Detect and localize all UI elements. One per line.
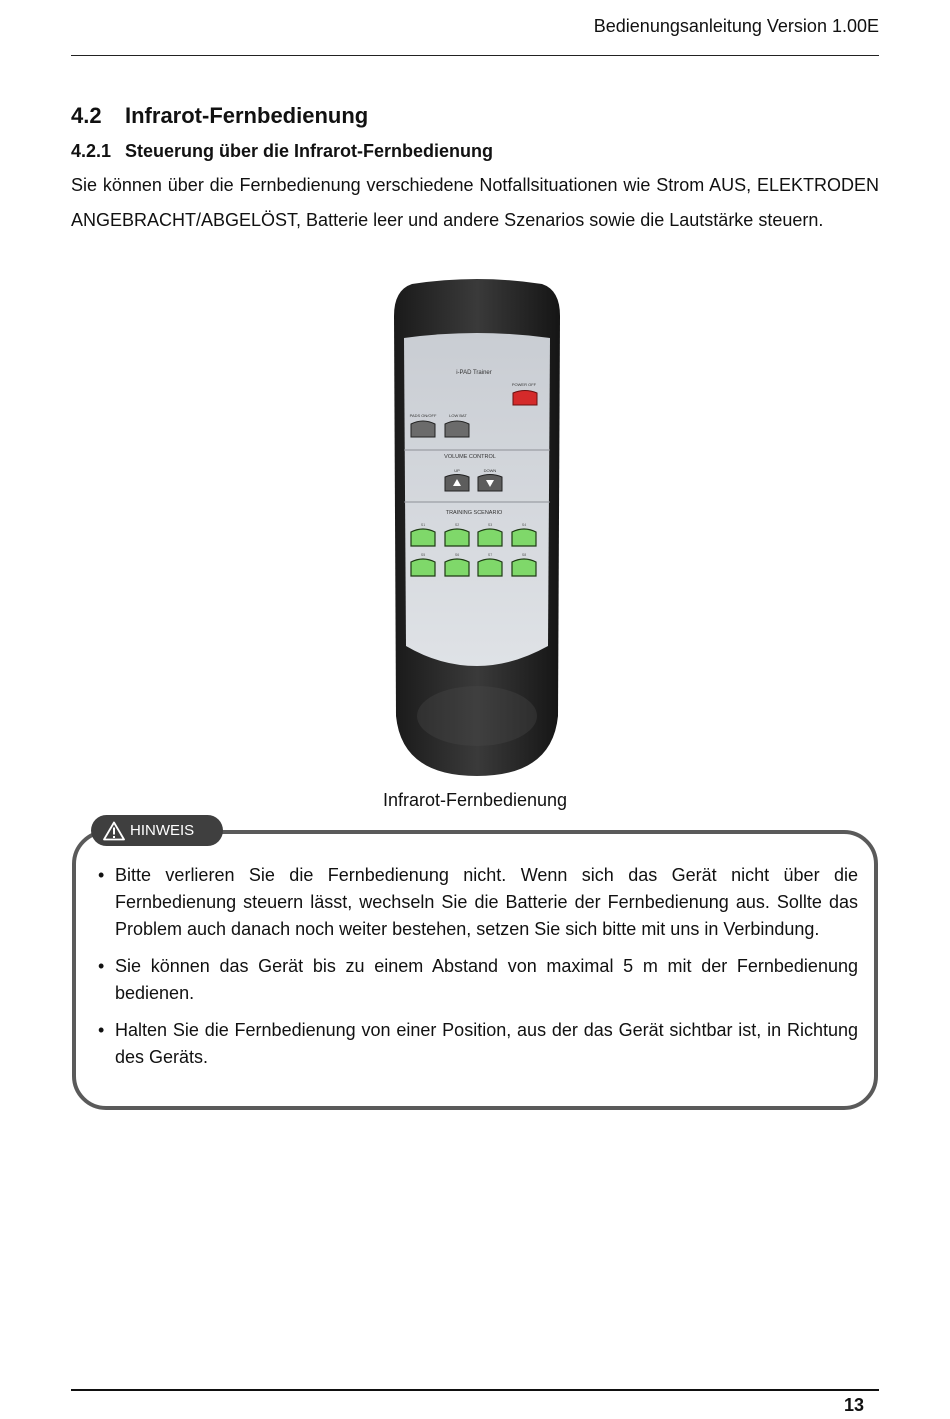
scenario-label-6: S6	[454, 553, 460, 557]
scenario-label-4: S4	[521, 523, 527, 527]
pads-on-off-button[interactable]	[411, 421, 435, 437]
note-list	[98, 862, 858, 1081]
remote-highlight	[417, 686, 537, 746]
intro-paragraph: Sie können über die Fernbedienung verschiedene Notfallsituationen wie Strom AUS, ELEKTRODEN ANGEBRACHT/ABGELÖST, Batterie leer und andere Szenarios sowie die Lautstärke steuern.	[71, 175, 879, 230]
scenario-label-1: S1	[420, 523, 426, 527]
low-bat-button[interactable]	[445, 421, 469, 437]
volume-up-label: UP	[454, 468, 460, 473]
warning-icon	[103, 821, 125, 841]
scenario-label-5: S5	[420, 553, 426, 557]
page-number: 13	[843, 1395, 864, 1415]
list-item	[98, 862, 858, 943]
note-tab	[91, 815, 223, 846]
note-tab-label: HINWEIS	[130, 822, 195, 839]
bullet-icon: •	[98, 865, 105, 885]
scenario-button-6[interactable]	[445, 559, 469, 576]
lowbat-label: LOW BAT	[449, 413, 467, 418]
scenario-button-3[interactable]	[478, 529, 502, 546]
header-title: Bedienungsanleitung Version 1.00E	[593, 16, 879, 36]
scenario-label-7: S7	[487, 553, 493, 557]
remote-control-illustration	[382, 276, 572, 781]
note-item-text: Bitte verlieren Sie die Fernbedienung nicht. Wenn sich das Gerät nicht über die Fernbedienung steuern lässt, wechseln Sie die Batterie der Fernbedienung aus. Sollte das Problem auch danach noch weiter bestehen, setzen Sie sich bitte mit uns in Verbindung.	[115, 865, 858, 939]
remote-brand-label: i-PAD Trainer	[456, 370, 492, 376]
scenario-button-5[interactable]	[411, 559, 435, 576]
footer-divider	[71, 1389, 879, 1391]
section-heading	[71, 103, 368, 129]
note-item-text: Halten Sie die Fernbedienung von einer Position, aus der das Gerät sichtbar ist, in Richtung des Geräts.	[115, 1020, 858, 1067]
scenario-button-1[interactable]	[411, 529, 435, 546]
scenario-button-4[interactable]	[512, 529, 536, 546]
scenario-label-3: S3	[487, 523, 493, 527]
subsection-number: 4.2.1	[71, 141, 112, 161]
volume-control-label: VOLUME CONTROL	[444, 454, 496, 460]
section-title: Infrarot-Fernbedienung	[125, 103, 369, 128]
scenario-button-7[interactable]	[478, 559, 502, 576]
header-divider	[71, 55, 879, 56]
volume-down-label: DOWN	[483, 468, 497, 473]
list-item	[98, 953, 858, 1007]
subsection-title: Steuerung über die Infrarot-Fernbedienung	[125, 141, 494, 161]
scenario-button-2[interactable]	[445, 529, 469, 546]
subsection-heading	[71, 141, 493, 162]
training-scenario-label: TRAINING SCENARIO	[445, 510, 503, 516]
bullet-icon: •	[98, 1020, 105, 1040]
list-item	[98, 1017, 858, 1071]
power-off-label: POWER OFF	[511, 382, 537, 387]
bullet-icon: •	[98, 956, 105, 976]
power-off-button[interactable]	[513, 391, 537, 406]
scenario-label-8: S8	[521, 553, 527, 557]
scenario-label-2: S2	[454, 523, 460, 527]
note-item-text: Sie können das Gerät bis zu einem Abstand von maximal 5 m mit der Fernbedienung bedienen.	[115, 956, 858, 1003]
scenario-button-8[interactable]	[512, 559, 536, 576]
remote-control-figure	[382, 276, 572, 781]
pads-label: PADS ON/OFF	[409, 413, 437, 418]
figure-caption: Infrarot-Fernbedienung	[382, 790, 568, 810]
section-number: 4.2	[71, 103, 102, 128]
